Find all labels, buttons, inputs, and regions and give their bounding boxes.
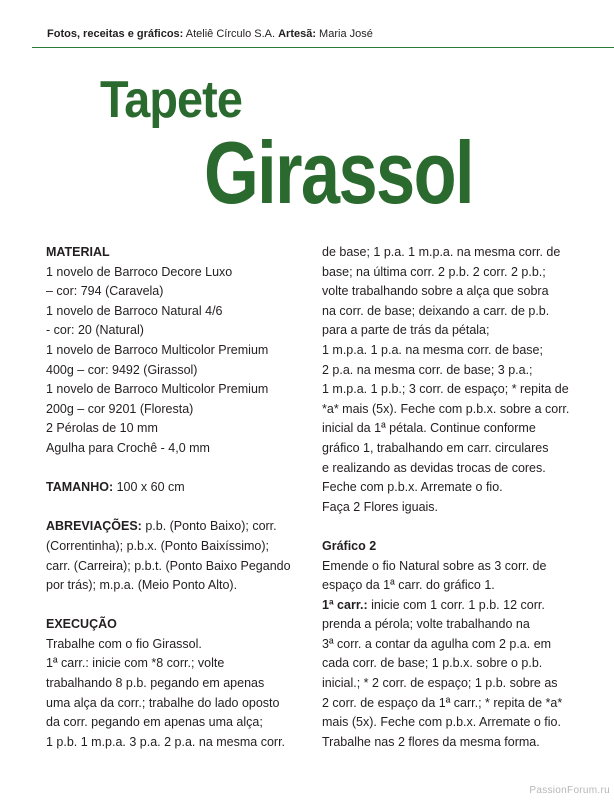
material-line: 1 novelo de Barroco Multicolor Premium: [46, 382, 269, 397]
material-line: 1 novelo de Barroco Decore Luxo: [46, 264, 233, 279]
material-line: - cor: 20 (Natural): [46, 323, 144, 338]
material-line: – cor: 794 (Caravela): [46, 284, 164, 299]
row1-line: 2 corr. de espaço da 1ª carr.; * repita de *a*: [322, 695, 563, 710]
title-line-2: Girassol: [204, 123, 473, 222]
chart2-line: Emende o fio Natural sobre as 3 corr. de: [322, 558, 547, 573]
credits-label-artisan: Artesã:: [278, 28, 316, 40]
instruction-line: e realizando as devidas trocas de cores.: [322, 460, 546, 475]
row1-line: cada corr. de base; 1 p.b.x. sobre o p.b.: [322, 656, 543, 671]
abbrev-line: carr. (Carreira); p.b.t. (Ponto Baixo Pegando: [46, 558, 291, 573]
row1-line: [322, 596, 574, 616]
abbrev-label: ABREVIAÇÕES:: [46, 519, 142, 534]
abbrev-line: [46, 517, 298, 537]
instruction-line: de base; 1 p.a. 1 m.p.a. na mesma corr. de: [322, 245, 561, 259]
instruction-line: base; na última corr. 2 p.b. 2 corr. 2 p.b.;: [322, 264, 546, 279]
material-line: 1 novelo de Barroco Multicolor Premium: [46, 342, 269, 357]
material-line: Agulha para Crochê - 4,0 mm: [46, 440, 210, 455]
size-label: TAMANHO:: [46, 480, 114, 495]
material-line: 1 novelo de Barroco Natural 4/6: [46, 303, 223, 318]
execution-heading: EXECUÇÃO: [46, 617, 117, 632]
row1-label: 1ª carr.:: [322, 597, 368, 612]
row1-line: mais (5x). Feche com p.b.x. Arremate o fio.: [322, 715, 561, 730]
title-line-1: Tapete: [100, 71, 242, 129]
size-value: 100 x 60 cm: [113, 480, 185, 495]
abbrev-line: por trás); m.p.a. (Meio Ponto Alto).: [46, 578, 238, 593]
instruction-line: na corr. de base; deixando a carr. de p.b.: [322, 303, 550, 318]
abbrev-line: (Correntinha); p.b.x. (Ponto Baixíssimo);: [46, 538, 269, 553]
header-divider: [32, 47, 614, 48]
row1-first: inicie com 1 corr. 1 p.b. 12 corr.: [367, 597, 545, 612]
size-line: [46, 478, 298, 498]
instruction-line: volte trabalhando sobre a alça que sobra: [322, 284, 549, 299]
instruction-line: 2 p.a. na mesma corr. de base; 3 p.a.;: [322, 362, 533, 377]
instruction-line: 1 m.p.a. 1 p.b.; 3 corr. de espaço; * repita de: [322, 382, 569, 397]
right-column: [322, 243, 574, 752]
chart2-heading: Gráfico 2: [322, 538, 377, 553]
row1-line: Trabalhe nas 2 flores da mesma forma.: [322, 734, 540, 749]
execution-line: Trabalhe com o fio Girassol.: [46, 636, 202, 651]
instruction-line: Feche com p.b.x. Arremate o fio.: [322, 480, 503, 495]
instruction-line: 1 m.p.a. 1 p.a. na mesma corr. de base;: [322, 342, 543, 357]
instruction-line: para a parte de trás da pétala;: [322, 323, 490, 338]
material-line: 2 Pérolas de 10 mm: [46, 421, 158, 436]
credits-line: [47, 27, 373, 41]
material-heading: MATERIAL: [46, 245, 110, 259]
row1-line: inicial.; * 2 corr. de espaço; 1 p.b. sobre as: [322, 676, 558, 691]
row1-line: prenda a pérola; volte trabalhando na: [322, 617, 530, 632]
credits-value-photos: Ateliê Círculo S.A.: [183, 28, 279, 40]
execution-line: 1 p.b. 1 m.p.a. 3 p.a. 2 p.a. na mesma corr.: [46, 734, 286, 749]
material-line: 200g – cor 9201 (Floresta): [46, 401, 194, 416]
execution-line: trabalhando 8 p.b. pegando em apenas: [46, 676, 265, 691]
abbrev-first: p.b. (Ponto Baixo); corr.: [141, 519, 277, 534]
execution-line: da corr. pegando em apenas uma alça;: [46, 715, 263, 730]
watermark: PassionForum.ru: [529, 785, 610, 796]
material-line: 400g – cor: 9492 (Girassol): [46, 362, 198, 377]
instruction-line: inicial da 1ª pétala. Continue conforme: [322, 421, 536, 436]
execution-line: 1ª carr.: inicie com *8 corr.; volte: [46, 656, 225, 671]
execution-line: uma alça da corr.; trabalhe do lado oposto: [46, 695, 280, 710]
instruction-line: Faça 2 Flores iguais.: [322, 499, 439, 514]
row1-line: 3ª corr. a contar da agulha com 2 p.a. em: [322, 636, 552, 651]
credits-label-photos: Fotos, receitas e gráficos:: [47, 28, 184, 40]
instruction-line: gráfico 1, trabalhando em carr. circulares: [322, 440, 549, 455]
chart2-line: espaço da 1ª carr. do gráfico 1.: [322, 578, 495, 593]
left-column: [46, 243, 298, 752]
instruction-line: *a* mais (5x). Feche com p.b.x. sobre a corr.: [322, 401, 570, 416]
credits-value-artisan: Maria José: [316, 28, 373, 40]
